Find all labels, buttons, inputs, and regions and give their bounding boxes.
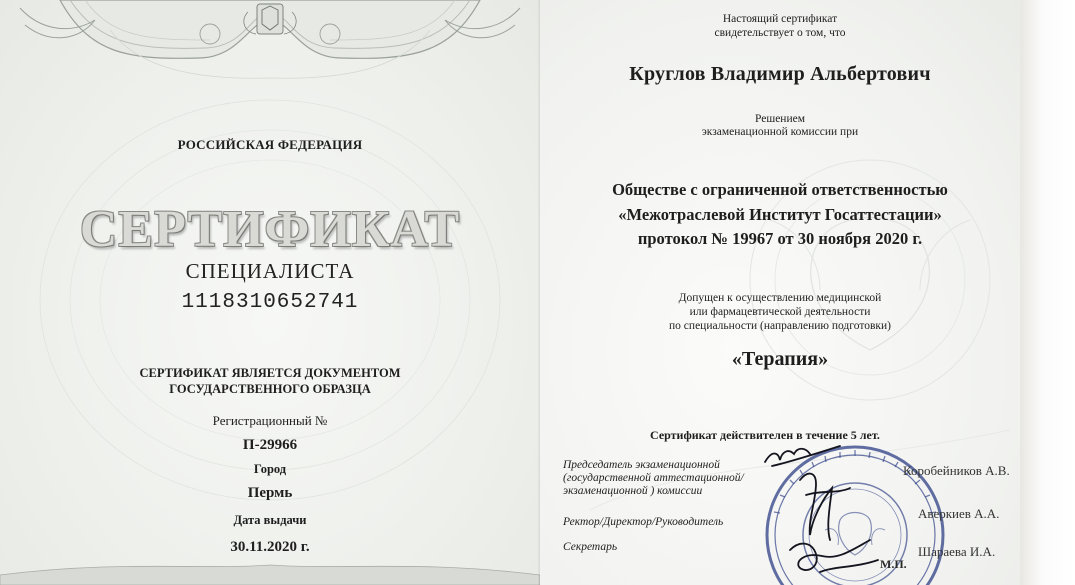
- organization-line2: «Межотраслевой Институт Госаттестации»: [618, 205, 942, 224]
- holder-name: Круглов Владимир Альбертович: [629, 63, 931, 85]
- specialty-name: «Терапия»: [731, 348, 829, 370]
- intro-line1: Настоящий сертификат: [722, 13, 838, 25]
- state-document-note-line2: ГОСУДАРСТВЕННОГО ОБРАЗЦА: [169, 382, 371, 396]
- handwritten-signatures-icon: [760, 440, 900, 585]
- intro-line2: свидетельствует о том, что: [714, 27, 846, 39]
- serial-number: 1118310652741: [181, 291, 359, 314]
- protocol-line: протокол № 19967 от 30 ноября 2020 г.: [637, 229, 923, 248]
- decision-line1: Решением: [755, 113, 805, 125]
- city-label: Город: [253, 462, 287, 476]
- chair-label-line3: экзаменационной ) комиссии: [563, 485, 703, 497]
- country-name: РОССИЙСКАЯ ФЕДЕРАЦИЯ: [177, 137, 363, 152]
- rector-label: Ректор/Директор/Руководитель: [563, 516, 724, 528]
- city-value: Пермь: [247, 485, 293, 501]
- paper-edge-strip: [1020, 0, 1075, 585]
- chair-label-line1: Председатель экзаменационной: [563, 459, 720, 471]
- issue-date-value: 30.11.2020 г.: [230, 539, 310, 555]
- registration-number: П-29966: [242, 437, 298, 453]
- validity-period: Сертификат действителен в течение 5 лет.: [650, 428, 880, 442]
- admission-line1: Допущен к осуществлению медицинской: [678, 292, 882, 304]
- rector-name: Аверкиев А.А.: [918, 506, 1000, 521]
- registration-label: Регистрационный №: [212, 413, 328, 428]
- admission-line2: или фармацевтической деятельности: [689, 306, 871, 318]
- stamp-place-mark: М.П.: [880, 557, 907, 571]
- chair-label-line2: (государственной аттестационной/: [563, 472, 744, 484]
- admission-line3: по специальности (направлению подготовки): [669, 320, 891, 332]
- chair-name: Коробейников А.В.: [903, 463, 1010, 478]
- organization-line1: Обществе с ограниченной ответственностью: [612, 180, 948, 199]
- decision-line2: экзаменационной комиссии при: [701, 126, 859, 138]
- certificate-title: СЕРТИФИКАТ: [79, 201, 461, 258]
- secretary-label: Секретарь: [563, 541, 618, 553]
- secretary-name: Шарaева И.А.: [918, 544, 996, 559]
- issue-date-label: Дата выдачи: [233, 513, 307, 527]
- certificate-subtitle: СПЕЦИАЛИСТА: [185, 259, 355, 283]
- state-document-note-line1: СЕРТИФИКАТ ЯВЛЯЕТСЯ ДОКУМЕНТОМ: [139, 366, 401, 380]
